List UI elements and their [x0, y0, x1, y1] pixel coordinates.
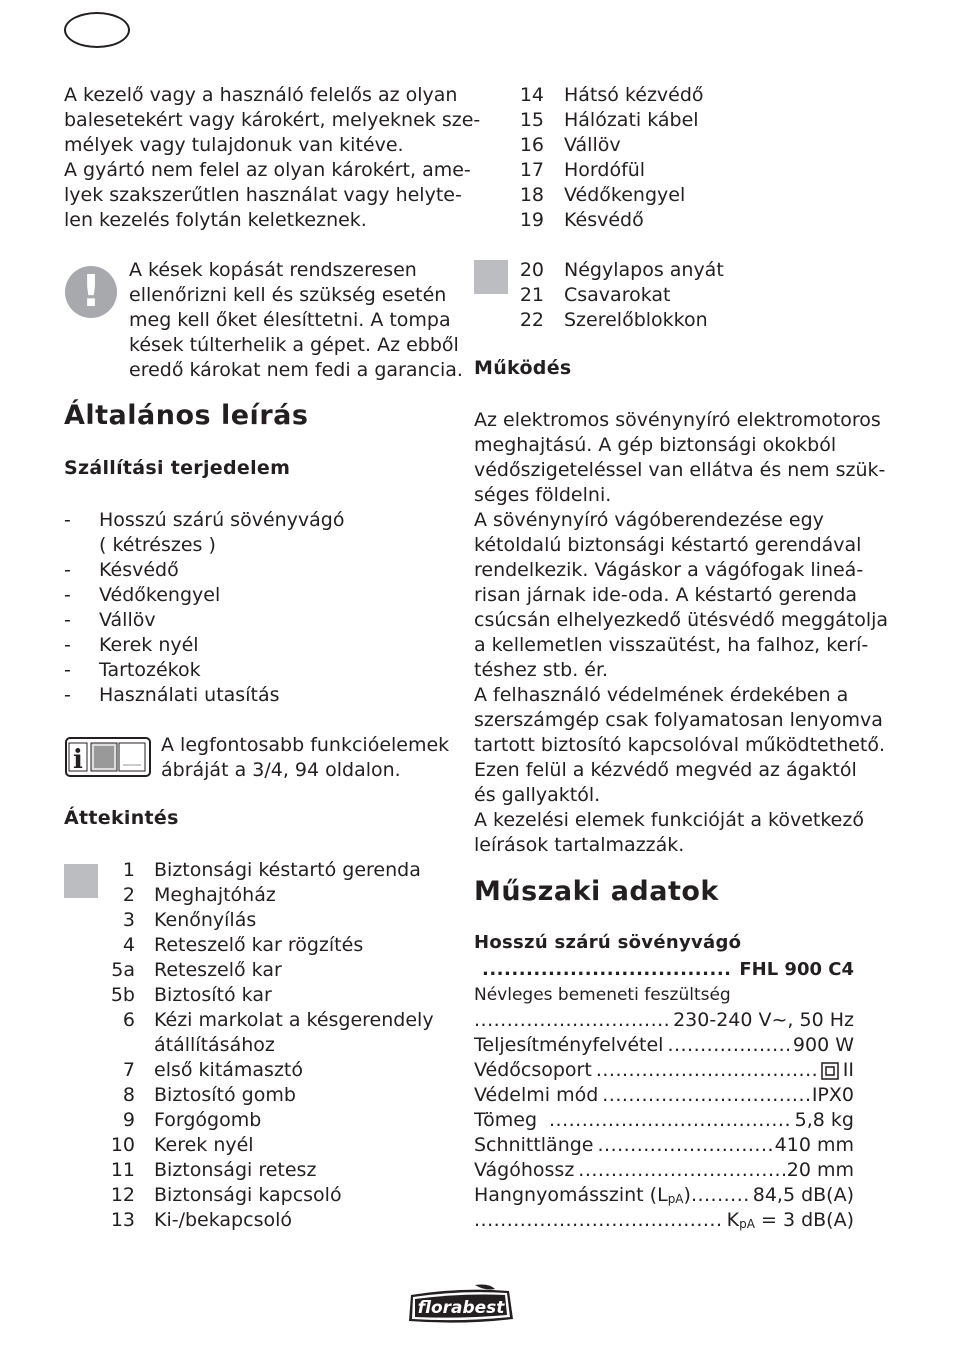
item-number: 2: [122, 884, 135, 906]
item-number: 16: [519, 134, 544, 156]
text-line: Az elektromos sövénynyíró elektromotoros: [474, 409, 881, 431]
list-item: Négylapos anyát: [564, 259, 724, 281]
text-line: A kezelő vagy a használó felelős az olyan: [64, 84, 458, 106]
text-line: A gyártó nem felel az olyan károkért, ame-: [64, 159, 471, 181]
list-item: Reteszelő kar rögzítés: [154, 934, 364, 956]
text-line: meg kell őket élesíttetni. A tompa: [129, 309, 451, 331]
list-item: ( kétrészes ): [99, 534, 216, 556]
item-number: 3: [122, 909, 135, 931]
item-number: 5b: [110, 984, 135, 1006]
list-item: Védőkengyel: [564, 184, 686, 206]
heading-operation: Működés: [474, 357, 572, 379]
tech-power-label: Teljesítményfelvétel: [474, 1034, 664, 1056]
text-line: kétoldalú biztonsági késtartó gerendával: [474, 534, 862, 556]
text-line: ábráját a 3/4, 94 oldalon.: [161, 759, 401, 781]
list-item: Védőkengyel: [99, 584, 221, 606]
figure-marker: [474, 260, 508, 294]
list-item: Hátsó kézvédő: [564, 84, 704, 106]
list-bullet: -: [64, 584, 71, 606]
text-line: rendelkezik. Vágáskor a vágófogak lineá-: [474, 559, 864, 581]
list-item: Kenőnyílás: [154, 909, 257, 931]
list-item: Forgógomb: [154, 1109, 262, 1131]
list-item: Biztosító gomb: [154, 1084, 296, 1106]
svg-text:i: i: [73, 745, 83, 775]
list-item: Vállöv: [564, 134, 621, 156]
list-item: Szerelőblokkon: [564, 309, 708, 331]
list-item: Csavarokat: [564, 284, 671, 306]
list-item: Késvédő: [564, 209, 644, 231]
item-number: 9: [122, 1109, 135, 1131]
text-line: ellenőrizni kell és szükség esetén: [129, 284, 447, 306]
tech-length-value: 20 mm: [786, 1159, 854, 1181]
tech-voltage-label: Névleges bemeneti feszültség: [474, 985, 731, 1005]
list-bullet: -: [64, 509, 71, 531]
text-line: csúcsán elhelyezkedő ütésvédő meggátolja: [474, 609, 889, 631]
tech-length-label: Vágóhossz: [474, 1159, 575, 1181]
item-number: 17: [519, 159, 544, 181]
item-number: 12: [110, 1184, 135, 1206]
list-item: Kézi markolat a késgerendely: [154, 1009, 434, 1031]
list-item: Ki-/bekapcsoló: [154, 1209, 292, 1231]
svg-text:florabest: florabest: [417, 1298, 505, 1318]
tech-weight-label: Tömeg: [474, 1109, 538, 1131]
tech-ip-row: [474, 1083, 854, 1108]
tech-voltage-row: [474, 1008, 854, 1033]
figure-marker: [64, 864, 98, 898]
list-item: Biztosító kar: [154, 984, 272, 1006]
tech-product-name: Hosszú szárú sövényvágó: [474, 932, 742, 953]
text-line: a kellemetlen visszaütést, ha falhoz, kerí-: [474, 634, 869, 656]
item-number: 6: [122, 1009, 135, 1031]
tech-cut-label: Schnittlänge: [474, 1134, 594, 1156]
list-item: Hálózati kábel: [564, 109, 699, 131]
item-number: 1: [122, 859, 135, 881]
tech-length-row: [474, 1158, 854, 1183]
item-number: 11: [110, 1159, 135, 1181]
text-line: szerszámgép csak folyamatosan lenyomva: [474, 709, 883, 731]
text-line: leírások tartalmazzák.: [474, 834, 685, 856]
heading-general-description: Általános leírás: [64, 400, 309, 431]
text-line: meghajtású. A gép biztonsági okokból: [474, 434, 837, 456]
list-item: átállításához: [154, 1034, 275, 1056]
list-item: Biztonsági retesz: [154, 1159, 317, 1181]
tech-class-row: [474, 1058, 854, 1083]
tech-weight-row: [474, 1108, 854, 1133]
text-line: eredő károkat nem fedi a garancia.: [129, 359, 463, 381]
list-item: Tartozékok: [99, 659, 201, 681]
tech-cut-row: [474, 1133, 854, 1158]
text-line: A kések kopását rendszeresen: [129, 259, 417, 281]
heading-overview: Áttekintés: [64, 807, 179, 829]
item-number: 7: [122, 1059, 135, 1081]
heading-technical-data: Műszaki adatok: [474, 876, 719, 907]
tech-model: FHL 900 C4: [739, 959, 854, 980]
tech-class-label: Védőcsoport: [474, 1059, 592, 1081]
tech-weight-value: 5,8 kg: [794, 1109, 854, 1131]
text-line: kések túlterhelik a gépet. Az ebből: [129, 334, 459, 356]
text-line: lyek szakszerűtlen használat vagy helyte-: [64, 184, 462, 206]
list-item: Hosszú szárú sövényvágó: [99, 509, 345, 531]
florabest-logo: [405, 1283, 517, 1327]
list-item: Kerek nyél: [99, 634, 199, 656]
text-line: Ezen felül a kézvédő megvéd az ágaktól: [474, 759, 857, 781]
tech-class-value: II: [842, 1059, 854, 1081]
list-item: Hordófül: [564, 159, 646, 181]
text-line: A kezelési elemek funkcióját a következő: [474, 809, 864, 831]
list-item: Biztonsági késtartó gerenda: [154, 859, 421, 881]
list-bullet: -: [64, 634, 71, 656]
item-number: 8: [122, 1084, 135, 1106]
tech-ip-value: IPX0: [811, 1084, 854, 1106]
text-line: tartott biztosító kapcsolóval működtethető.: [474, 734, 886, 756]
list-item: Kerek nyél: [154, 1134, 254, 1156]
list-item: Biztonsági kapcsoló: [154, 1184, 342, 1206]
tech-model-row: [474, 957, 854, 982]
text-line: risan járnak ide-oda. A késtartó gerenda: [474, 584, 858, 606]
list-item: Használati utasítás: [99, 684, 280, 706]
text-line: A legfontosabb funkcióelemek: [161, 734, 450, 756]
text-line: séges földelni.: [474, 484, 612, 506]
item-number: 18: [519, 184, 544, 206]
list-bullet: -: [64, 684, 71, 706]
item-number: 14: [519, 84, 544, 106]
text-line: len kezelés folytán keletkeznek.: [64, 209, 367, 231]
language-badge: [64, 12, 130, 48]
tech-voltage-value: 230-240 V~, 50 Hz: [673, 1009, 854, 1031]
list-bullet: -: [64, 559, 71, 581]
item-number: 4: [122, 934, 135, 956]
tech-power-row: [474, 1033, 854, 1058]
tech-k-value: $K_{pA} = 3$ dB(A): [726, 1209, 854, 1231]
text-line: és gallyaktól.: [474, 784, 601, 806]
tech-noise-value: 84,5 dB(A): [752, 1184, 854, 1206]
text-line: A sövénynyíró vágóberendezése egy: [474, 509, 824, 531]
item-number: 13: [110, 1209, 135, 1231]
list-item: Meghajtóház: [154, 884, 276, 906]
item-number: 20: [519, 259, 544, 281]
list-bullet: -: [64, 609, 71, 631]
tech-k-row: [474, 1208, 854, 1237]
item-number: 5a: [111, 959, 135, 981]
list-item: Reteszelő kar: [154, 959, 282, 981]
text-line: mélyek vagy tulajdonuk van kitéve.: [64, 134, 404, 156]
item-number: 22: [519, 309, 544, 331]
tech-ip-label: Védelmi mód: [474, 1084, 599, 1106]
list-item: Vállöv: [99, 609, 156, 631]
list-bullet: -: [64, 659, 71, 681]
list-item: első kitámasztó: [154, 1059, 304, 1081]
warning-icon: !: [65, 266, 117, 318]
tech-power-value: 900 W: [792, 1034, 854, 1056]
tech-cut-value: 410 mm: [774, 1134, 854, 1156]
text-line: téshez stb. ér.: [474, 659, 609, 681]
item-number: 21: [519, 284, 544, 306]
text-line: A felhasználó védelmének érdekében a: [474, 684, 849, 706]
text-line: védőszigeteléssel van ellátva és nem szük-: [474, 459, 886, 481]
item-number: 19: [519, 209, 544, 231]
item-number: 10: [110, 1134, 135, 1156]
list-item: Késvédő: [99, 559, 179, 581]
heading-delivery-scope: Szállítási terjedelem: [64, 457, 291, 479]
info-book-icon: [65, 737, 151, 777]
item-number: 15: [519, 109, 544, 131]
tech-noise-label: Hangnyomásszint $(L_{pA})$: [474, 1184, 691, 1206]
text-line: balesetekért vagy károkért, melyeknek sze-: [64, 109, 481, 131]
double-insulation-icon: [821, 1062, 839, 1080]
